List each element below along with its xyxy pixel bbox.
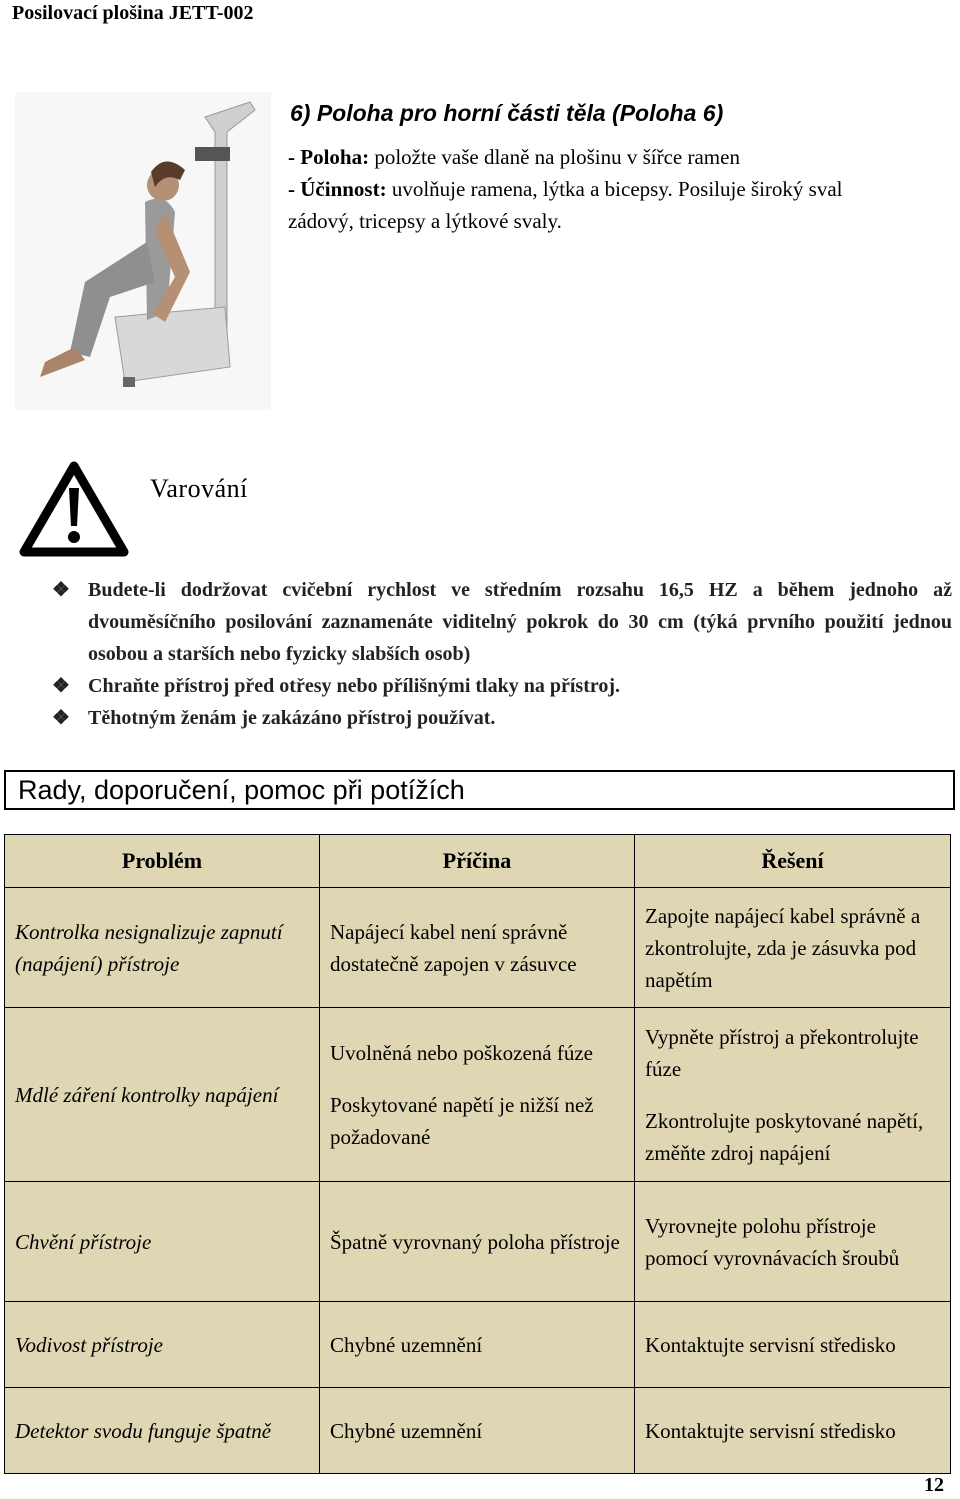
bullet-text: Chraňte přístroj před otřesy nebo přílišnými tlaky na přístroj. <box>88 675 621 697</box>
effect-line-2: zádový, tricepsy a lýtkové svaly. <box>288 209 562 233</box>
warning-triangle-icon <box>18 460 130 560</box>
solution-cell: Zapojte napájecí kabel správně a zkontrolujte, zda je zásuvka pod napětím <box>635 888 951 1008</box>
table-row <box>5 1008 951 1182</box>
troubleshooting-title-box <box>4 770 955 810</box>
position-line <box>288 141 740 173</box>
cause-cell: Chybné uzemnění <box>320 1388 635 1474</box>
header-cause: Příčina <box>320 835 635 888</box>
table-row <box>5 1182 951 1302</box>
troubleshooting-table <box>4 834 951 1474</box>
problem-cell: Vodivost přístroje <box>5 1302 320 1388</box>
effect-text: uvolňuje ramena, lýtka a bicepsy. Posiluje široký sval <box>386 177 843 201</box>
bullet-text: Budete-li dodržovat cvičební rychlost ve středním rozsahu 16,5 HZ a během jednoho až dvouměsíčního posilování zaznamenáte viditelný pokrok do 30 cm (týká prvního použití jednou osobou a starších nebo fyzicky slabších osob) <box>88 579 952 665</box>
cause-text: Uvolněná nebo poškozená fúze <box>330 1040 593 1065</box>
table-row <box>5 1388 951 1474</box>
warning-title: Varování <box>150 474 248 503</box>
solution-cell <box>635 1008 951 1182</box>
cause-text: Poskytované napětí je nižší než požadované <box>330 1092 594 1149</box>
effect-line <box>288 173 842 205</box>
list-item <box>52 574 952 670</box>
list-item <box>52 702 952 734</box>
document-header: Posilovací plošina JETT-002 <box>12 2 254 24</box>
cause-cell: Špatně vyrovnaný poloha přístroje <box>320 1182 635 1302</box>
list-item <box>52 670 952 702</box>
header-problem: Problém <box>5 835 320 888</box>
position-label: - Poloha: <box>288 145 370 169</box>
exercise-position-illustration <box>15 92 271 410</box>
diamond-bullet-icon: ❖ <box>52 675 70 697</box>
cause-cell <box>320 1008 635 1182</box>
position-text: položte vaše dlaně na plošinu v šířce ramen <box>369 145 740 169</box>
table-row <box>5 1302 951 1388</box>
solution-cell: Vyrovnejte polohu přístroje pomocí vyrovnávacích šroubů <box>635 1182 951 1302</box>
cause-cell: Napájecí kabel není správně dostatečně zapojen v zásuvce <box>320 888 635 1008</box>
problem-cell: Kontrolka nesignalizuje zapnutí (napájení) přístroje <box>5 888 320 1008</box>
table-header-row <box>5 835 951 888</box>
position6-title: 6) Poloha pro horní části těla (Poloha 6) <box>290 100 724 126</box>
solution-text: Zkontrolujte poskytované napětí, změňte zdroj napájení <box>645 1108 924 1165</box>
solution-text: Vypněte přístroj a překontrolujte fúze <box>645 1024 919 1081</box>
effect-label: - Účinnost: <box>288 177 387 201</box>
cause-cell: Chybné uzemnění <box>320 1302 635 1388</box>
table-row <box>5 888 951 1008</box>
bullet-text: Těhotným ženám je zakázáno přístroj používat. <box>88 707 496 729</box>
diamond-bullet-icon: ❖ <box>52 579 70 601</box>
problem-cell: Detektor svodu funguje špatně <box>5 1388 320 1474</box>
solution-cell: Kontaktujte servisní středisko <box>635 1388 951 1474</box>
problem-cell: Chvění přístroje <box>5 1182 320 1302</box>
warning-list <box>52 574 952 734</box>
diamond-bullet-icon: ❖ <box>52 707 70 729</box>
troubleshooting-title: Rady, doporučení, pomoc při potížích <box>18 775 465 805</box>
solution-cell: Kontaktujte servisní středisko <box>635 1302 951 1388</box>
header-solution: Řešení <box>635 835 951 888</box>
page-number: 12 <box>924 1474 944 1496</box>
problem-cell: Mdlé záření kontrolky napájení <box>5 1008 320 1182</box>
